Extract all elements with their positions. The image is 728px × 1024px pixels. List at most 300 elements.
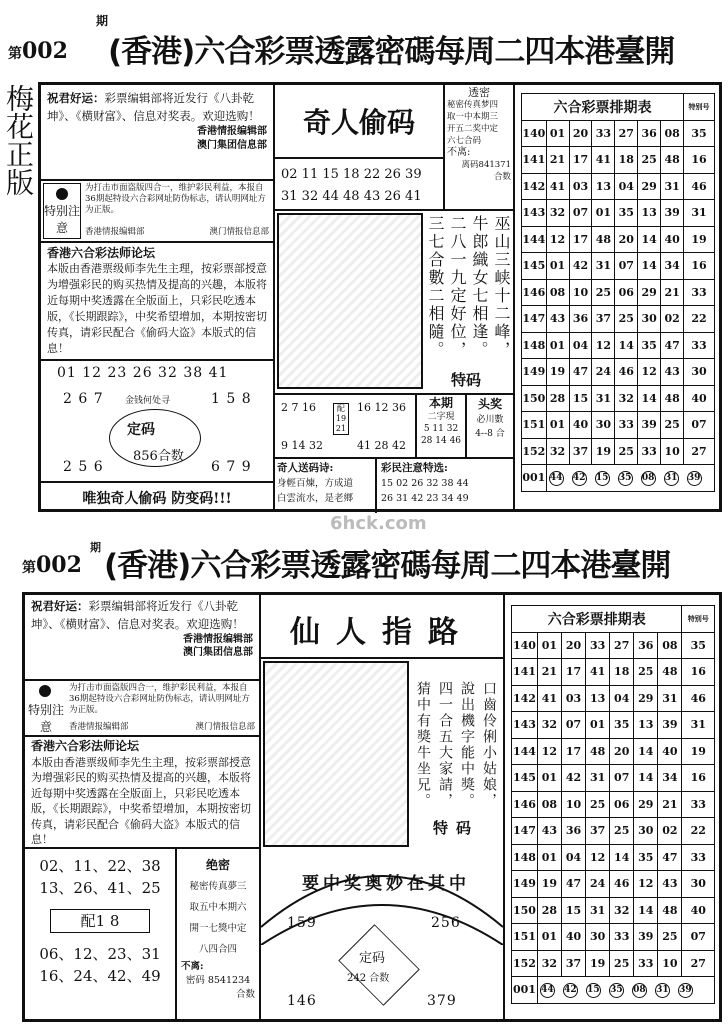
table-cell: 33 [592, 120, 615, 147]
poem-line: 四一合五大家請， [437, 681, 453, 809]
center-label: 定码 [359, 951, 386, 966]
table-cell: 48 [592, 226, 615, 253]
poem-line: 三七合數二相隨。 [426, 215, 445, 359]
table-cell: 152 [522, 438, 547, 465]
table-cell: 147 [512, 818, 538, 845]
result-ball: 35 [609, 983, 624, 998]
table-cell: 46 [610, 871, 634, 898]
issue-number: 第002 [8, 38, 68, 64]
table-cell: 21 [661, 279, 684, 306]
result-ball: 39 [678, 983, 693, 998]
table-cell: 43 [658, 871, 682, 898]
table-row-latest [512, 977, 715, 1004]
table-cell: 08 [658, 632, 682, 659]
table-cell: 06 [610, 791, 634, 818]
table-cell: 13 [586, 685, 610, 712]
special-notice-signs [85, 227, 269, 238]
result-ball: 35 [618, 471, 633, 486]
table-cell: 25 [638, 147, 661, 174]
table-cell: 22 [684, 306, 715, 333]
table-cell: 144 [522, 226, 547, 253]
table-cell: 140 [512, 632, 538, 659]
table-title: 六合彩票排期表 [522, 94, 684, 121]
group-row: 02、11、22、38 [39, 857, 161, 875]
result-ball: 08 [641, 471, 656, 486]
table-cell: 04 [615, 173, 638, 200]
table-cell: 14 [634, 738, 658, 765]
table-cell: 47 [569, 359, 592, 386]
table-cell: 20 [615, 226, 638, 253]
table-cell: 30 [592, 412, 615, 439]
poem-line: 巫山三峡十二峰， [492, 215, 511, 359]
table-row [522, 332, 715, 359]
notice-heading: 祝君好运： [31, 599, 89, 613]
table-cell: 04 [561, 844, 585, 871]
center-sum: 856合数 [133, 449, 184, 464]
table-cell: 25 [610, 818, 634, 845]
table-cell: 37 [586, 818, 610, 845]
table-cell: 29 [638, 173, 661, 200]
table-row [512, 738, 715, 765]
arc-slogan: 要中奖奥妙在其中 [302, 874, 470, 894]
table-cell: 47 [658, 844, 682, 871]
poem-line: 猜中有獎牛坐兄。 [415, 681, 431, 809]
diamond-number: 146 [287, 993, 317, 1009]
table-cell: 14 [615, 332, 638, 359]
special-notice-label: 特别注意 [27, 683, 65, 733]
table-cell: 46 [684, 173, 715, 200]
table-cell: 32 [537, 950, 561, 977]
group-row: 13、26、41、25 [39, 879, 161, 897]
table-cell: 25 [661, 412, 684, 439]
notice-sign: 澳门集团信息部 [183, 647, 253, 658]
table-cell: 42 [569, 253, 592, 280]
table-cell: 25 [615, 438, 638, 465]
table-cell: 01 [546, 412, 569, 439]
table-cell: 14 [634, 765, 658, 792]
table-row [512, 632, 715, 659]
table-cell: 37 [592, 306, 615, 333]
forum-heading: 香港六合彩法师论坛 [47, 246, 156, 260]
table-cell: 33 [682, 791, 715, 818]
result-ball: 15 [586, 983, 601, 998]
forum-body: 本版由香港票级师李先生主理，按彩票部授意为增强彩民的购买热情及提高的兴趣，本版将近每期中奖透露在全版面上，只彩民吃透本版，《长期跟踪》，中奖希望增加，本期按密切传真，请彩民配合《偷码大盗》本版式的信息！ [31, 755, 251, 846]
table-cell: 142 [512, 685, 538, 712]
notice-sign: 澳门集团信息部 [197, 140, 267, 151]
table-cell: 07 [561, 712, 585, 739]
group-row: 16、24、42、49 [39, 967, 161, 985]
table-cell: 17 [569, 226, 592, 253]
table-cell: 24 [586, 871, 610, 898]
side-label: 梅花正版 [2, 84, 35, 196]
table-cell: 15 [561, 897, 585, 924]
benqi-numbers: 5 11 32 [423, 424, 459, 434]
table-cell: 40 [682, 897, 715, 924]
table-cell: 43 [537, 818, 561, 845]
table-cell: 001 [512, 977, 538, 1004]
table-cell: 30 [684, 359, 715, 386]
top-panel [38, 82, 722, 512]
table-cell: 40 [569, 412, 592, 439]
notice-body: 彩票编辑部将近发行《八卦乾坤》、《横财富》、信息对奖表。欢迎选购！ [47, 91, 260, 123]
table-cell: 25 [586, 791, 610, 818]
table-cell: 01 [537, 632, 561, 659]
notice-sign: 香港情报编辑部 [183, 634, 253, 645]
center-sum: 242 合数 [347, 973, 390, 984]
table-row [522, 385, 715, 412]
table-cell: 01 [546, 120, 569, 147]
table-cell: 46 [615, 359, 638, 386]
issue-number: 第002 [22, 552, 82, 578]
table-row [522, 306, 715, 333]
table-cell: 19 [586, 950, 610, 977]
page-title: (香港)六合彩票透露密碼每周二四本港臺開 [104, 548, 671, 584]
poem-line: 牛郎織女七相逢。 [470, 215, 489, 359]
table-cell: 35 [638, 332, 661, 359]
table-cell: 18 [610, 659, 634, 686]
table-cell: 17 [561, 738, 585, 765]
result-ball: 42 [563, 983, 578, 998]
table-cell: 41 [592, 147, 615, 174]
table-cell: 41 [537, 685, 561, 712]
table-cell: 10 [569, 279, 592, 306]
table-cell: 04 [610, 685, 634, 712]
illustration-warriors [277, 213, 423, 389]
number-row: 31 32 44 48 43 26 41 [281, 189, 422, 204]
table-cell: 07 [615, 253, 638, 280]
pair-center: 配 19 21 [333, 403, 349, 435]
issue-suffix: 期 [96, 14, 109, 28]
table-row [522, 253, 715, 280]
toujiang-range: 4--8 合 [475, 429, 505, 439]
table-cell: 43 [661, 359, 684, 386]
circle-number: 2 6 7 [63, 391, 104, 407]
poem2-heading: 奇人送码诗: [277, 462, 334, 474]
table-row-latest [522, 465, 715, 492]
table-cell: 16 [684, 253, 715, 280]
table-cell: 07 [682, 924, 715, 951]
table-cell: 48 [658, 897, 682, 924]
table-cell: 31 [661, 173, 684, 200]
table-row [522, 226, 715, 253]
table-cell: 30 [586, 924, 610, 951]
issue-suffix: 期 [90, 541, 101, 554]
poem-line: 二八一九定好位， [448, 215, 467, 359]
table-cell: 43 [546, 306, 569, 333]
table-cell: 30 [638, 306, 661, 333]
table-cell: 06 [615, 279, 638, 306]
table-cell: 31 [586, 897, 610, 924]
table-cell: 13 [592, 173, 615, 200]
picks-line: 15 02 26 32 38 44 [381, 478, 469, 489]
table-row [512, 818, 715, 845]
number-row: 01 12 23 26 32 38 41 [57, 365, 229, 381]
table-cell: 33 [638, 438, 661, 465]
benqi-heading: 本期 [428, 396, 453, 410]
table-cell: 141 [512, 659, 538, 686]
table-cell: 18 [615, 147, 638, 174]
number-group [25, 849, 175, 1019]
table-cell: 21 [658, 791, 682, 818]
bomb-icon [56, 188, 68, 200]
table-cell: 32 [537, 712, 561, 739]
table-cell: 13 [638, 200, 661, 227]
table-row [512, 712, 715, 739]
table-cell: 39 [638, 412, 661, 439]
table-row [512, 791, 715, 818]
circle-block [41, 361, 273, 481]
secret-code: 密码 8541234 [185, 975, 251, 986]
table-cell: 34 [658, 765, 682, 792]
table-cell: 29 [634, 685, 658, 712]
table-cell: 001 [522, 465, 547, 492]
table-cell: 21 [537, 659, 561, 686]
table-cell: 150 [512, 897, 538, 924]
secret-line: 八四合四 [198, 944, 237, 955]
special-notice-text [69, 683, 255, 716]
special-notice-sign: 香港情报编辑部 [85, 227, 145, 237]
table-cell: 35 [684, 120, 715, 147]
lottery-schedule-table [511, 605, 715, 1004]
table-cell: 02 [658, 818, 682, 845]
notice-body: 彩票编辑部将近发行《八卦乾坤》、《横财富》、信息对奖表。欢迎选购！ [31, 599, 244, 631]
table-cell: 12 [546, 226, 569, 253]
table-cell: 17 [569, 147, 592, 174]
table-row [512, 871, 715, 898]
table-cell: 14 [610, 844, 634, 871]
table-cell: 40 [661, 226, 684, 253]
forum-heading: 香港六合彩法师论坛 [31, 739, 140, 753]
table-cell: 08 [546, 279, 569, 306]
table-cell: 20 [610, 738, 634, 765]
table-cell: 12 [537, 738, 561, 765]
table-cell: 01 [537, 844, 561, 871]
special-notice-sign: 澳门情报信息部 [195, 722, 255, 732]
table-cell: 145 [522, 253, 547, 280]
center-label: 定码 [127, 422, 155, 438]
circle-number: 1 5 8 [211, 391, 252, 407]
table-row [512, 685, 715, 712]
tema-label: 特码 [451, 371, 482, 389]
table-cell: 14 [638, 253, 661, 280]
table-cell: 40 [561, 924, 585, 951]
table-cell: 37 [569, 438, 592, 465]
table-cell: 40 [684, 385, 715, 412]
table-cell: 07 [610, 765, 634, 792]
table-cell: 48 [586, 738, 610, 765]
table-cell: 01 [546, 253, 569, 280]
table-cell: 27 [684, 438, 715, 465]
secret-line: 取一中本期三 [447, 112, 499, 122]
diamond-number: 379 [427, 993, 457, 1009]
table-row [512, 844, 715, 871]
table-cell: 10 [661, 438, 684, 465]
table-cell: 07 [684, 412, 715, 439]
table-cell: 35 [615, 200, 638, 227]
table-cell: 36 [634, 632, 658, 659]
special-notice-sign: 澳门情报信息部 [209, 227, 269, 237]
circle-number: 6 7 9 [211, 459, 252, 475]
table-cell: 140 [522, 120, 547, 147]
table-cell: 19 [537, 871, 561, 898]
special-notice-signs [69, 722, 255, 733]
table-cell: 10 [658, 950, 682, 977]
forum-body: 本版由香港票级师李先生主理，按彩票部授意为增强彩民的购买热情及提高的兴趣，本版将近每期中奖透露在全版面上，只彩民吃透本版，《长期跟踪》，中奖希望增加，本期按密切传真，请彩民配合《偷码大盗》本版式的信息！ [47, 262, 267, 355]
group-pair: 配1 8 [50, 909, 150, 933]
table-cell: 142 [522, 173, 547, 200]
result-ball: 44 [549, 471, 564, 486]
table-cell: 01 [546, 332, 569, 359]
table-cell: 33 [615, 412, 638, 439]
table-cell: 27 [610, 632, 634, 659]
table-cell: 16 [682, 765, 715, 792]
poem2-line: 白雲流水，是老鄉 [277, 493, 354, 504]
table-tag: 特别号 [682, 606, 715, 633]
table-cell: 47 [661, 332, 684, 359]
result-ball: 31 [664, 471, 679, 486]
secret-line: 开五二奖中定 [447, 124, 499, 134]
table-cell: 31 [658, 685, 682, 712]
table-cell: 41 [586, 659, 610, 686]
picks-line: 26 31 42 23 34 49 [381, 493, 469, 504]
table-cell: 19 [682, 738, 715, 765]
bottom-panel [22, 592, 722, 1022]
table-row [522, 359, 715, 386]
table-cell: 12 [592, 332, 615, 359]
table-cell: 33 [586, 632, 610, 659]
result-ball: 08 [632, 983, 647, 998]
secret-box [175, 849, 259, 1019]
table-cell: 30 [682, 871, 715, 898]
special-notice-label: 特别注意 [43, 183, 81, 239]
table-cell: 33 [684, 279, 715, 306]
illustration-horsemen [263, 661, 409, 847]
poem [413, 681, 499, 811]
group-row: 06、12、23、31 [39, 945, 161, 963]
table-cell: 08 [537, 791, 561, 818]
table-cell: 146 [512, 791, 538, 818]
tema-label: 特码 [433, 819, 480, 837]
poem2-line: 身輕百煉，方成道 [277, 478, 354, 489]
table-cell: 34 [661, 253, 684, 280]
table-cell: 10 [561, 791, 585, 818]
table-cell: 27 [682, 950, 715, 977]
table-cell: 20 [561, 632, 585, 659]
notice-heading: 祝君好运： [47, 91, 105, 105]
table-cell: 141 [522, 147, 547, 174]
secret-label: 不离: [181, 961, 204, 972]
table-cell: 03 [569, 173, 592, 200]
table-cell: 31 [592, 253, 615, 280]
special-notice-tail: 方为正版。 [69, 694, 250, 715]
table-cell: 33 [684, 332, 715, 359]
table-cell: 35 [634, 844, 658, 871]
table-row [522, 120, 715, 147]
table-cell: 25 [592, 279, 615, 306]
table-cell: 01 [586, 712, 610, 739]
picks-heading: 彩民注意特选: [381, 462, 448, 474]
table-cell: 03 [561, 685, 585, 712]
table-cell: 14 [638, 385, 661, 412]
table-cell: 143 [512, 712, 538, 739]
pair-number: 9 14 32 [281, 439, 323, 452]
slogan: 唯独奇人偷码 防变码!!! [41, 481, 273, 511]
special-notice-body: 为打击市面盗版四合一，维护彩民利益，本报自36期起特设六合彩网址防伪标志，请认明网址 [85, 183, 264, 204]
table-row [512, 950, 715, 977]
table-cell: 29 [634, 791, 658, 818]
table-cell: 33 [610, 924, 634, 951]
special-notice-tail: 方为正版。 [85, 194, 266, 215]
table-cell: 144 [512, 738, 538, 765]
table-cell: 39 [661, 200, 684, 227]
number-row: 02 11 15 18 22 26 39 [281, 167, 422, 182]
result-ball: 42 [572, 471, 587, 486]
table-cell: 47 [561, 871, 585, 898]
secret-line: 秘密传真梦四 [447, 100, 499, 110]
table-cell: 25 [615, 306, 638, 333]
table-cell: 25 [610, 950, 634, 977]
table-row [512, 659, 715, 686]
table-cell: 39 [634, 924, 658, 951]
table-cell: 151 [522, 412, 547, 439]
table-cell: 02 [661, 306, 684, 333]
secret-sum: 合数 [493, 172, 511, 182]
result-ball: 31 [655, 983, 670, 998]
special-notice-sign: 香港情报编辑部 [69, 722, 129, 732]
bomb-icon [39, 685, 51, 697]
table-cell: 35 [682, 632, 715, 659]
table-cell: 36 [638, 120, 661, 147]
table-cell: 32 [615, 385, 638, 412]
poem [425, 215, 511, 365]
secret-line: 六七合码 [447, 136, 482, 146]
table-cell: 04 [569, 332, 592, 359]
table-cell: 33 [634, 950, 658, 977]
result-ball: 15 [595, 471, 610, 486]
table-cell: 32 [546, 200, 569, 227]
special-notice-body: 为打击市面盗版四合一，维护彩民利益，本报自36期起特设六合彩网址防伪标志，请认明网址 [69, 683, 248, 704]
table-cell: 46 [682, 685, 715, 712]
table-cell: 14 [634, 897, 658, 924]
table-cell: 148 [512, 844, 538, 871]
arc-text: 金钱何处寻 [125, 396, 171, 406]
secret-line: 取五中本期六 [189, 902, 247, 913]
lottery-schedule-table [521, 93, 715, 492]
page-title: (香港)六合彩票透露密碼每周二四本港臺開 [108, 34, 675, 70]
table-cell: 16 [684, 147, 715, 174]
table-row [522, 173, 715, 200]
table-cell: 19 [592, 438, 615, 465]
table-cell: 25 [634, 659, 658, 686]
table-cell: 148 [522, 332, 547, 359]
table-cell: 147 [522, 306, 547, 333]
table-cell: 48 [658, 659, 682, 686]
secret-line: 秘密传真夢三 [189, 881, 247, 892]
toujiang-heading: 头奖 [477, 397, 502, 411]
benqi-numbers: 28 14 46 [420, 436, 462, 446]
table-row [522, 147, 715, 174]
table-cell: 21 [546, 147, 569, 174]
table-cell: 29 [638, 279, 661, 306]
special-notice-text [85, 183, 269, 216]
table-cell: 48 [661, 147, 684, 174]
table-cell: 31 [684, 200, 715, 227]
table-row [512, 897, 715, 924]
table-row [512, 924, 715, 951]
table-cell: 152 [512, 950, 538, 977]
table-cell: 143 [522, 200, 547, 227]
table-cell: 19 [684, 226, 715, 253]
